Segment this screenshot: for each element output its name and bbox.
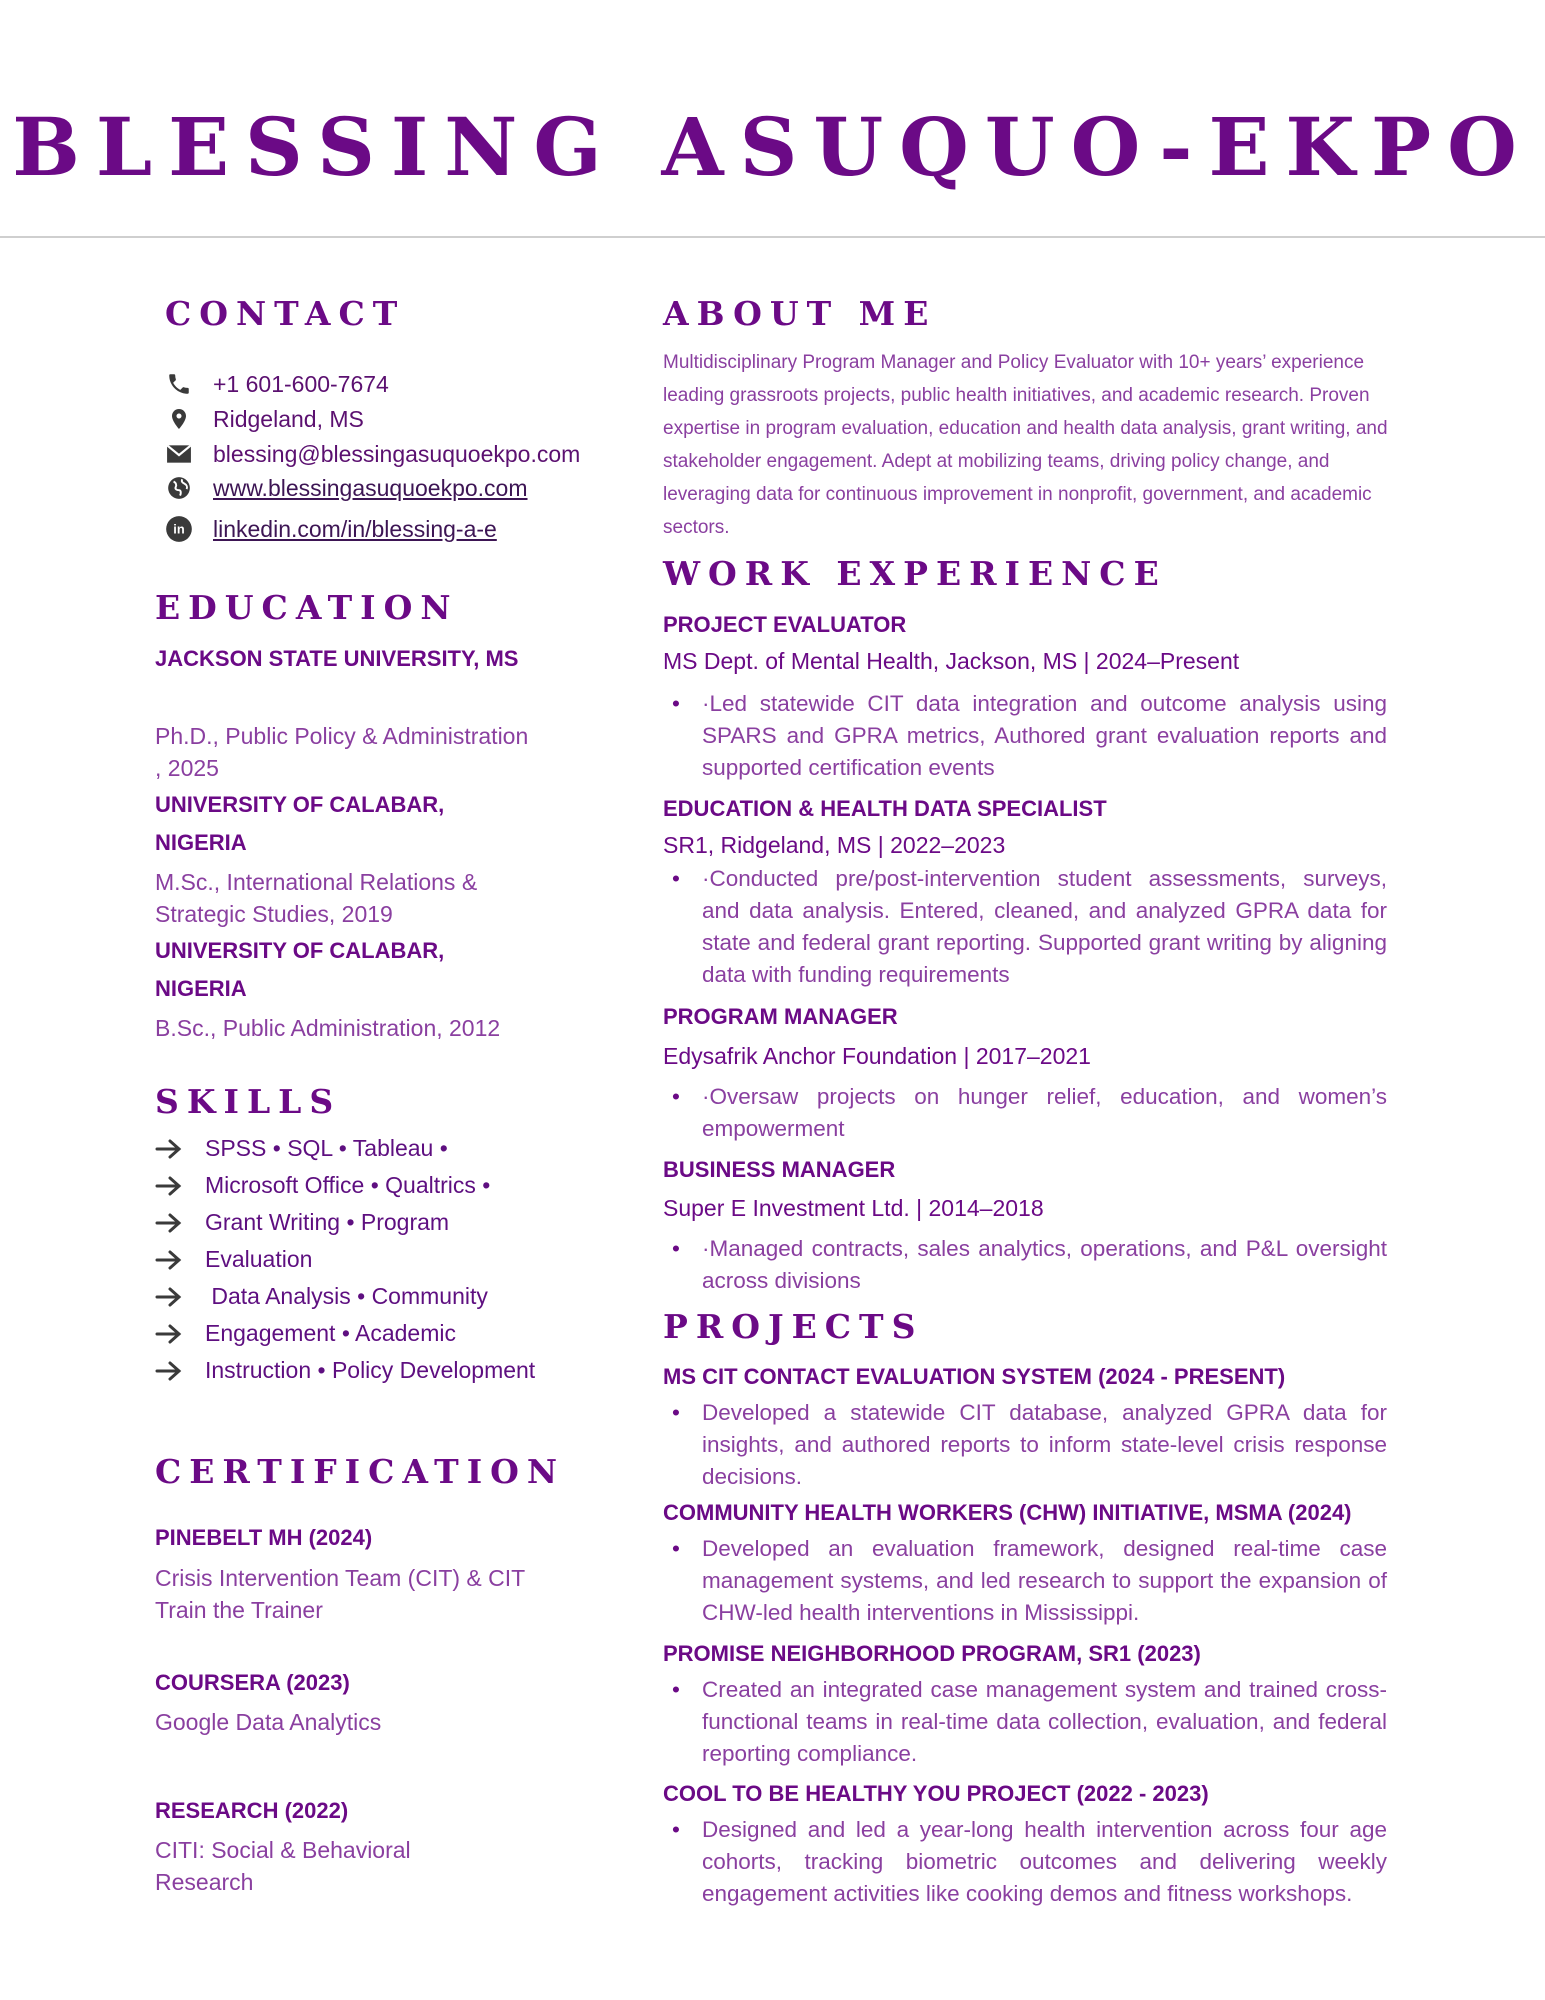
bullet-icon: •	[672, 1236, 680, 1261]
contact-heading: CONTACT	[165, 294, 406, 333]
header-divider	[0, 236, 1545, 238]
skill-item	[155, 1320, 456, 1347]
work-experience-heading: WORK EXPERIENCE	[663, 554, 1167, 593]
certification-title: COURSERA (2023)	[155, 1670, 350, 1695]
job-title: EDUCATION & HEALTH DATA SPECIALIST	[663, 796, 1107, 821]
skill-item	[155, 1135, 448, 1162]
envelope-icon	[165, 440, 193, 468]
education-school: UNIVERSITY OF CALABAR, NIGERIA	[155, 792, 445, 855]
about-text: Multidisciplinary Program Manager and Policy Evaluator with 10+ years’ experience leading grassroots projects, public health initiatives, and academic research. Proven expertise in program evaluation, education and health data analysis, grant writing, and stakeholder engagement. Adept at mobilizing teams, driving policy change, and leveraging data for continuous improvement in nonprofit, government, and academic sectors.	[663, 352, 1388, 538]
certification-body: Google Data Analytics	[155, 1709, 382, 1735]
project-title: COMMUNITY HEALTH WORKERS (CHW) INITIATIVE, MSMA (2024)	[663, 1500, 1352, 1525]
job-bullet-text: ·Led statewide CIT data integration and outcome analysis using SPARS and GPRA metrics, Authored grant evaluation reports and supported certification events	[702, 691, 1387, 780]
certification-body: CITI: Social & Behavioral Research	[155, 1837, 411, 1895]
project-title: MS CIT CONTACT EVALUATION SYSTEM (2024 - PRESENT)	[663, 1364, 1286, 1389]
bullet-icon: •	[672, 1400, 680, 1425]
job-bullet	[672, 688, 1387, 784]
project-bullet-text: Developed a statewide CIT database, analyzed GPRA data for insights, and authored reports to inform state-level crisis response decisions.	[702, 1400, 1387, 1489]
arrow-right-icon	[155, 1138, 185, 1160]
about-heading: ABOUT ME	[663, 294, 937, 333]
skill-item	[155, 1357, 535, 1384]
education-degree: M.Sc., International Relations & Strategic Studies, 2019	[155, 869, 478, 927]
education-school: UNIVERSITY OF CALABAR, NIGERIA	[155, 938, 445, 1001]
email-text[interactable]: blessing@blessingasuquoekpo.com	[213, 440, 581, 467]
education-degree: B.Sc., Public Administration, 2012	[155, 1015, 501, 1041]
education-degree: Ph.D., Public Policy & Administration , 2025	[155, 723, 529, 781]
job-bullet	[672, 1233, 1387, 1297]
project-bullet-text: Created an integrated case management system and trained cross-functional teams in real-time data collection, evaluation, and federal reporting compliance.	[702, 1677, 1387, 1766]
project-bullet	[672, 1533, 1387, 1629]
certification-title: PINEBELT MH (2024)	[155, 1525, 373, 1550]
bullet-icon: •	[672, 1817, 680, 1842]
job-org: SR1, Ridgeland, MS | 2022–2023	[663, 832, 1006, 858]
skill-text: Instruction • Policy Development	[205, 1357, 536, 1383]
arrow-right-icon	[155, 1249, 185, 1271]
job-title: BUSINESS MANAGER	[663, 1157, 896, 1182]
arrow-right-icon	[155, 1175, 185, 1197]
skill-item	[155, 1246, 312, 1273]
resume-name: BLESSING ASUQUO-EKPO	[12, 100, 1533, 194]
job-org: Edysafrik Anchor Foundation | 2017–2021	[663, 1043, 1091, 1069]
projects-heading: PROJECTS	[663, 1307, 924, 1346]
contact-linkedin[interactable]	[165, 515, 497, 543]
contact-location	[165, 405, 364, 433]
education-school: JACKSON STATE UNIVERSITY, MS	[155, 646, 519, 671]
project-bullet	[672, 1397, 1387, 1493]
job-bullet	[672, 1081, 1387, 1145]
job-title: PROJECT EVALUATOR	[663, 612, 907, 637]
phone-icon	[165, 370, 193, 398]
job-bullet-text: ·Conducted pre/post-intervention student assessments, surveys, and data analysis. Entered, cleaned, and analyzed GPRA data for state and federal grant reporting. Supported grant writing by aligning data with funding requirements	[702, 866, 1387, 987]
svg-text:in: in	[173, 521, 185, 537]
globe-icon	[165, 474, 193, 502]
bullet-icon: •	[672, 1536, 680, 1561]
job-bullet-text: ·Managed contracts, sales analytics, operations, and P&L oversight across divisions	[702, 1236, 1387, 1293]
project-title: PROMISE NEIGHBORHOOD PROGRAM, SR1 (2023)	[663, 1641, 1201, 1666]
arrow-right-icon	[155, 1360, 185, 1382]
project-bullet-text: Developed an evaluation framework, designed real-time case management systems, and led research to support the expansion of CHW-led health interventions in Mississippi.	[702, 1536, 1387, 1625]
job-bullet-text: ·Oversaw projects on hunger relief, education, and women’s empowerment	[702, 1084, 1387, 1141]
bullet-icon: •	[672, 1677, 680, 1702]
project-bullet-text: Designed and led a year-long health intervention across four age cohorts, tracking biometric outcomes and delivering weekly engagement activities like cooking demos and fitness workshops.	[702, 1817, 1387, 1906]
education-heading: EDUCATION	[155, 588, 459, 627]
project-title: COOL TO BE HEALTHY YOU PROJECT (2022 - 2023)	[663, 1781, 1209, 1806]
job-org: Super E Investment Ltd. | 2014–2018	[663, 1195, 1044, 1221]
skill-item	[155, 1209, 449, 1236]
skill-text: Data Analysis • Community	[205, 1283, 488, 1309]
skill-item	[155, 1283, 488, 1310]
certification-body: Crisis Intervention Team (CIT) & CIT Train the Trainer	[155, 1565, 525, 1623]
job-org: MS Dept. of Mental Health, Jackson, MS | 2024–Present	[663, 648, 1240, 674]
contact-phone	[165, 370, 389, 398]
project-bullet	[672, 1674, 1387, 1770]
bullet-icon: •	[672, 691, 680, 716]
linkedin-icon	[165, 515, 193, 543]
skill-text: Engagement • Academic	[205, 1320, 456, 1346]
bullet-icon: •	[672, 1084, 680, 1109]
certification-title: RESEARCH (2022)	[155, 1798, 349, 1823]
arrow-right-icon	[155, 1323, 185, 1345]
phone-text: +1 601-600-7674	[213, 370, 389, 397]
arrow-right-icon	[155, 1286, 185, 1308]
project-bullet	[672, 1814, 1387, 1910]
website-link[interactable]: www.blessingasuquoekpo.com	[213, 474, 528, 501]
skill-text: Grant Writing • Program	[205, 1209, 450, 1235]
certification-heading: CERTIFICATION	[155, 1452, 566, 1491]
location-text: Ridgeland, MS	[213, 405, 364, 432]
skills-heading: SKILLS	[155, 1082, 342, 1121]
location-pin-icon	[165, 405, 193, 433]
skill-item	[155, 1172, 490, 1199]
bullet-icon: •	[672, 866, 680, 891]
contact-website[interactable]	[165, 474, 528, 502]
job-bullet	[672, 863, 1387, 991]
linkedin-link[interactable]: linkedin.com/in/blessing-a-e	[213, 515, 497, 542]
job-title: PROGRAM MANAGER	[663, 1004, 898, 1029]
arrow-right-icon	[155, 1212, 185, 1234]
skill-text: Evaluation	[205, 1246, 313, 1272]
contact-email[interactable]	[165, 440, 580, 468]
skill-text: SPSS • SQL • Tableau •	[205, 1135, 448, 1161]
skill-text: Microsoft Office • Qualtrics •	[205, 1172, 491, 1198]
